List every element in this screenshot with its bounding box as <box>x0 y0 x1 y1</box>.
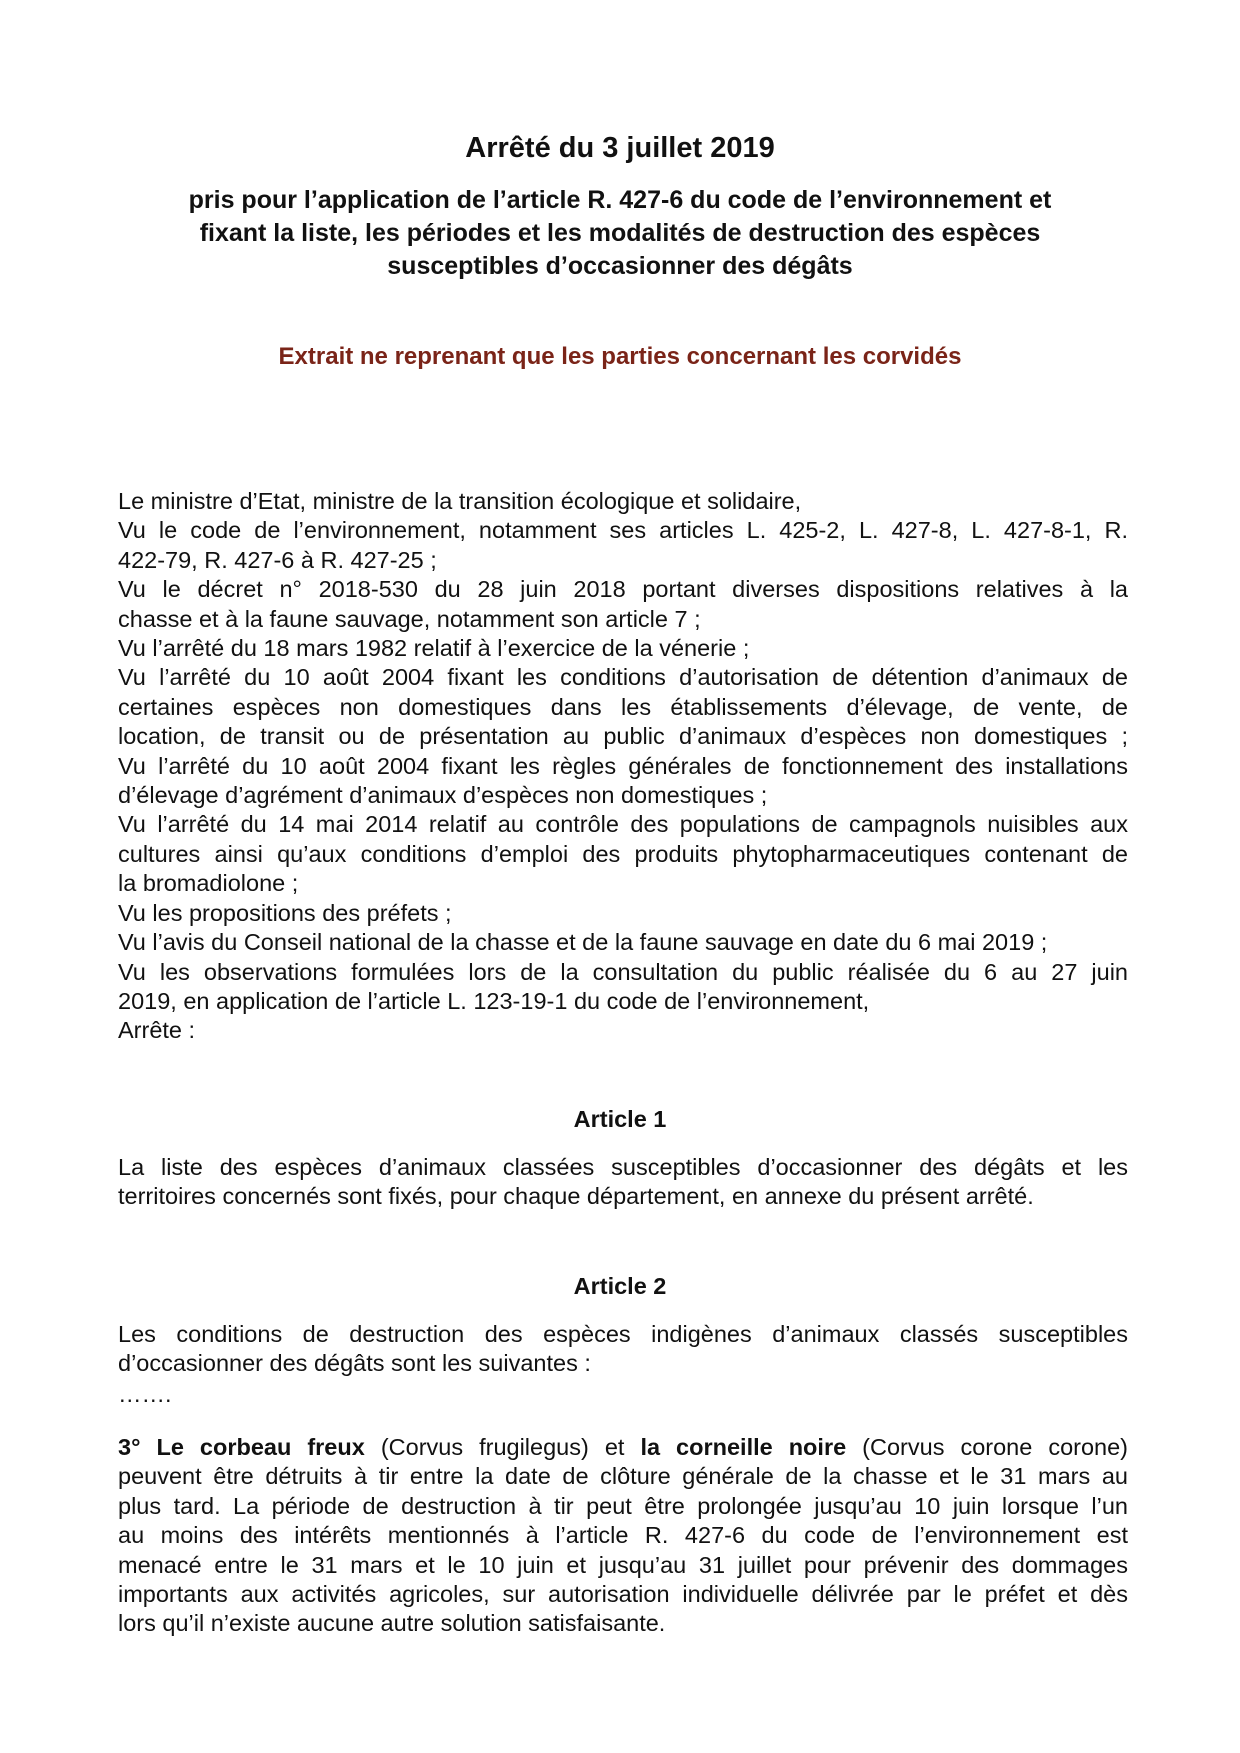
preamble-line: Vu l’avis du Conseil national de la chasse et de la faune sauvage en date du 6 mai 2019 ; <box>118 929 1048 956</box>
article-1-text <box>118 1153 1128 1212</box>
preamble-line: la bromadiolone ; <box>118 870 299 897</box>
preamble-line: chasse et à la faune sauvage, notamment son article 7 ; <box>118 605 701 632</box>
subtitle-line: fixant la liste, les périodes et les modalités de destruction des espèces <box>199 219 1041 247</box>
point-3-line: au moins des intérêts mentionnés à l’article R. 427-6 du code de l’environnement est <box>118 1522 1128 1549</box>
article-2-point-3 <box>118 1433 1128 1639</box>
preamble-line: Vu l’arrêté du 14 mai 2014 relatif au contrôle des populations de campagnols nuisibles aux <box>118 811 1128 838</box>
article-line: d’occasionner des dégâts sont les suivantes : <box>118 1350 591 1377</box>
point-3-line: plus tard. La période de destruction à tir peut être prolongée jusqu’au 10 juin lorsque l’un <box>118 1492 1128 1519</box>
document-title: Arrêté du 3 juillet 2019 <box>465 132 775 164</box>
article-line: territoires concernés sont fixés, pour chaque département, en annexe du présent arrêté. <box>118 1183 1034 1210</box>
excerpt-note: Extrait ne reprenant que les parties concernant les corvidés <box>278 343 962 370</box>
point-3-line: lors qu’il n’existe aucune autre solution satisfaisante. <box>118 1610 666 1637</box>
point-3-line: menacé entre le 31 mars et le 10 juin et jusqu’au 31 juillet pour prévenir des dommages <box>118 1551 1128 1578</box>
point-3-lead <box>118 1433 1128 1462</box>
point-3-line: peuvent être détruits à tir entre la date de clôture générale de la chasse et le 31 mars au <box>118 1463 1128 1490</box>
preamble-line: 422-79, R. 427-6 à R. 427-25 ; <box>118 546 437 573</box>
preamble-line: d’élevage d’agrément d’animaux d’espèces non domestiques ; <box>118 782 768 809</box>
preamble-line: Vu l’arrêté du 10 août 2004 fixant les règles générales de fonctionnement des installations <box>118 752 1128 779</box>
point-3-species-2: la corneille noire <box>640 1434 847 1460</box>
preamble <box>118 487 1128 1046</box>
article-2-text <box>118 1320 1128 1379</box>
point-3-line: importants aux activités agricoles, sur autorisation individuelle délivrée par le préfet et dès <box>118 1581 1128 1608</box>
subtitle-line: pris pour l’application de l’article R. 427-6 du code de l’environnement et <box>188 186 1052 214</box>
point-3-text: (Corvus frugilegus) et <box>364 1434 641 1460</box>
omission-ellipsis: ……. <box>118 1381 172 1407</box>
article-line: Les conditions de destruction des espèces indigènes d’animaux classés susceptibles <box>118 1321 1128 1347</box>
preamble-line: Vu le décret n° 2018-530 du 28 juin 2018 portant diverses dispositions relatives à la <box>118 576 1128 603</box>
subtitle-line: susceptibles d’occasionner des dégâts <box>387 252 853 280</box>
preamble-line: certaines espèces non domestiques dans les établissements d’élevage, de vente, de <box>118 693 1128 720</box>
preamble-line: Vu les observations formulées lors de la consultation du public réalisée du 6 au 27 juin <box>118 958 1128 985</box>
article-2-heading: Article 2 <box>573 1273 667 1299</box>
article-line: La liste des espèces d’animaux classées susceptibles d’occasionner des dégâts et les <box>118 1154 1128 1180</box>
preamble-line: Arrête : <box>118 1017 196 1044</box>
document-subtitle <box>140 184 1100 283</box>
preamble-line: Vu les propositions des préfets ; <box>118 899 452 926</box>
point-3-text: (Corvus corone corone) <box>846 1434 1128 1460</box>
preamble-line: Vu l’arrêté du 10 août 2004 fixant les conditions d’autorisation de détention d’animaux de <box>118 664 1128 691</box>
preamble-line: cultures ainsi qu’aux conditions d’emploi des produits phytopharmaceutiques contenant de <box>118 840 1128 867</box>
preamble-line: Vu l’arrêté du 18 mars 1982 relatif à l’exercice de la vénerie ; <box>118 635 750 662</box>
point-3-species-1: 3° Le corbeau freux <box>118 1434 365 1460</box>
preamble-line: 2019, en application de l’article L. 123-19-1 du code de l’environnement, <box>118 987 870 1014</box>
article-1-heading: Article 1 <box>573 1106 667 1132</box>
preamble-line: Vu le code de l’environnement, notamment ses articles L. 425-2, L. 427-8, L. 427-8-1, R. <box>118 517 1128 544</box>
preamble-line: location, de transit ou de présentation au public d’animaux d’espèces non domestiques ; <box>118 723 1128 750</box>
preamble-line: Le ministre d’Etat, ministre de la transition écologique et solidaire, <box>118 488 802 514</box>
